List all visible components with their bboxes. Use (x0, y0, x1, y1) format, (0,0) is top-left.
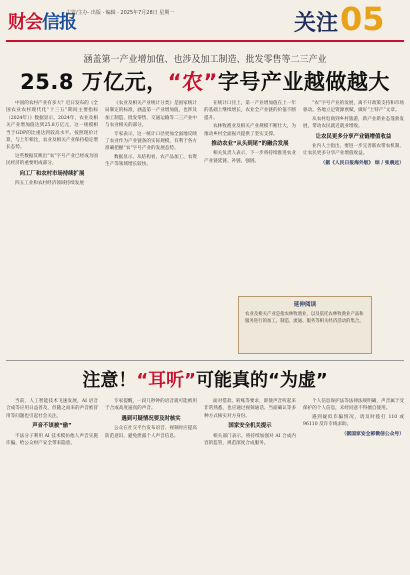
paragraph: 从农村电商到乡村旅游，新产业新业态蓬勃发展，带动农民就近就业增收。 (303, 116, 404, 130)
paragraph: 数据显示，从结构看，农产品加工、农资生产等领域增长较快。 (105, 154, 197, 168)
article1-body (6, 100, 404, 355)
headline2-quote: “耳听” (136, 370, 196, 391)
article2-column-2 (105, 398, 197, 572)
headline-part2: 字号产业越做越大 (217, 70, 390, 94)
paragraph: 这些数据反映出“农”字号产业已经成为国民经济的重要组成部分。 (6, 153, 98, 167)
paragraph: 业内人士指出，要进一步完善联农带农机制，让农民更多分享产业增值收益。 (303, 144, 404, 157)
subheading: 国家安全机关提示 (228, 423, 272, 430)
headline-quote: “农” (167, 70, 218, 94)
paragraph: 农林牧渔业及相关产业规模不断壮大，为推动乡村全面振兴提供了坚实支撑。 (204, 124, 296, 137)
paragraph: 专家提醒，一段几秒钟的语音就可能被用于合成高度逼真的声音。 (105, 399, 197, 412)
article1-column-1 (6, 100, 98, 355)
paragraph: 当前，人工智能技术飞速发展，AI 语音合成等应用日益普及，但随之而来的声音被冒用等问题也引起社会关注。 (6, 399, 98, 419)
paragraph: 不法分子利用 AI 技术模仿他人声音实施诈骗，给公众财产安全带来隐患。 (6, 433, 98, 447)
page-number: 05 (340, 0, 385, 38)
box-text: 农业及相关产业是指农林牧渔业，以及依托农林牧渔业产品和服务进行的加工、制造、流通、服务等相关经济活动的集合。 (245, 312, 364, 324)
subheading: 推动农业“从头到尾”的融合发展 (211, 141, 289, 148)
subheading: 让农民更多分享产业链增值收益 (315, 133, 392, 140)
paragraph: 四五工业和农村经济领域持续发展 (15, 181, 84, 187)
paragraph: “农”字号产业的发展，离不开政策支持和市场驱动。各地立足资源禀赋，做好“土特产”文章。 (303, 101, 404, 114)
paragraph: 在统计口径上，第一产业增加值在上一年的基础上继续增长，农业全产业链的价值不断提升。 (204, 101, 296, 121)
logo-red-text: 财会 (8, 12, 42, 33)
article2-body (6, 398, 404, 572)
box-title: 延伸阅读 (293, 302, 317, 308)
paragraph: 面对借款、转账等要求，即使声音听起来非常熟悉，也应通过视频通话、当面确认等多种方式核实对方身份。 (204, 399, 296, 419)
masthead (0, 0, 410, 46)
subheading: 声音不该被“偷” (32, 423, 72, 430)
paragraph: 《农业及相关产业统计分类》是国家统计局制定的标准，涵盖第一产业增加值，也涉及加工制造、批发零售、交通运输等二三产业中与农业相关的部分。 (105, 101, 197, 129)
masthead-rule (6, 40, 404, 42)
article1-kicker: 涵盖第一产业增加值、也涉及加工制造、批发零售等二三产业 (83, 55, 327, 65)
article-divider (6, 360, 404, 361)
headline2-part1: 注意！ (82, 370, 137, 391)
article1-column-2 (105, 100, 197, 355)
article1-headline (0, 66, 410, 96)
paragraph: 个人信息保护法等法律法规明确，声音属于受保护的个人信息，未经同意不得擅自使用。 (303, 399, 404, 412)
issue-meta: 主管/主办· 出版 · 编辑 · 2025年7月28日 星期一 (66, 10, 175, 16)
headline-part1: 25.8 万亿元， (20, 70, 168, 94)
article2-column-3 (204, 398, 296, 572)
article2-byline: （据国家安全部微信公众号） (341, 431, 404, 437)
article2-column-4 (303, 398, 404, 572)
paragraph: 相关部门表示，将持续加强对 AI 合成内容的监管，规范深度合成服务。 (204, 433, 296, 447)
paragraph: 专家表示，这一统计口径更加全面地反映了农业作为产业链条的实际规模，有利于各方准确把握“农”字号产业的发展态势。 (105, 131, 197, 152)
paragraph: 相关负责人表示，下一步将持续推进农业产业链延链、补链、强链。 (204, 151, 296, 164)
logo-blue-text: 信报 (42, 12, 76, 33)
article2-column-1 (6, 398, 98, 572)
sidebar-box (238, 296, 372, 354)
headline2-part2: 可能真的“为虚” (196, 370, 328, 391)
subheading: 遇到可疑情况要及时核实 (121, 415, 181, 422)
subheading: 向工厂和农村市场持续扩展 (19, 170, 85, 177)
article1-byline: （据《人民日报海外版》 综 / 张晨远） (320, 160, 404, 166)
section-title: 关注 (294, 11, 339, 36)
paragraph: 公众在社交平台发布语音、视频时应提高防范意识，避免泄露个人声音信息。 (105, 426, 197, 439)
paragraph: 中国的农村产业有多大？近日发布的《全国农业农村现代化“十三五”期间主要指标（2024年）》数据显示，2024年，农业及相关产业增加值达到25.8万亿元，这一规模相当于GDP的比重达到较高水平。按照现价计算，与上年相比，农业及相关产业保持稳定增长态势。 (6, 101, 98, 151)
article2-headline (0, 366, 410, 392)
paragraph: 遇到疑似诈骗情况，请及时拨打 110 或 96110 反诈专线求助。 (303, 414, 404, 428)
